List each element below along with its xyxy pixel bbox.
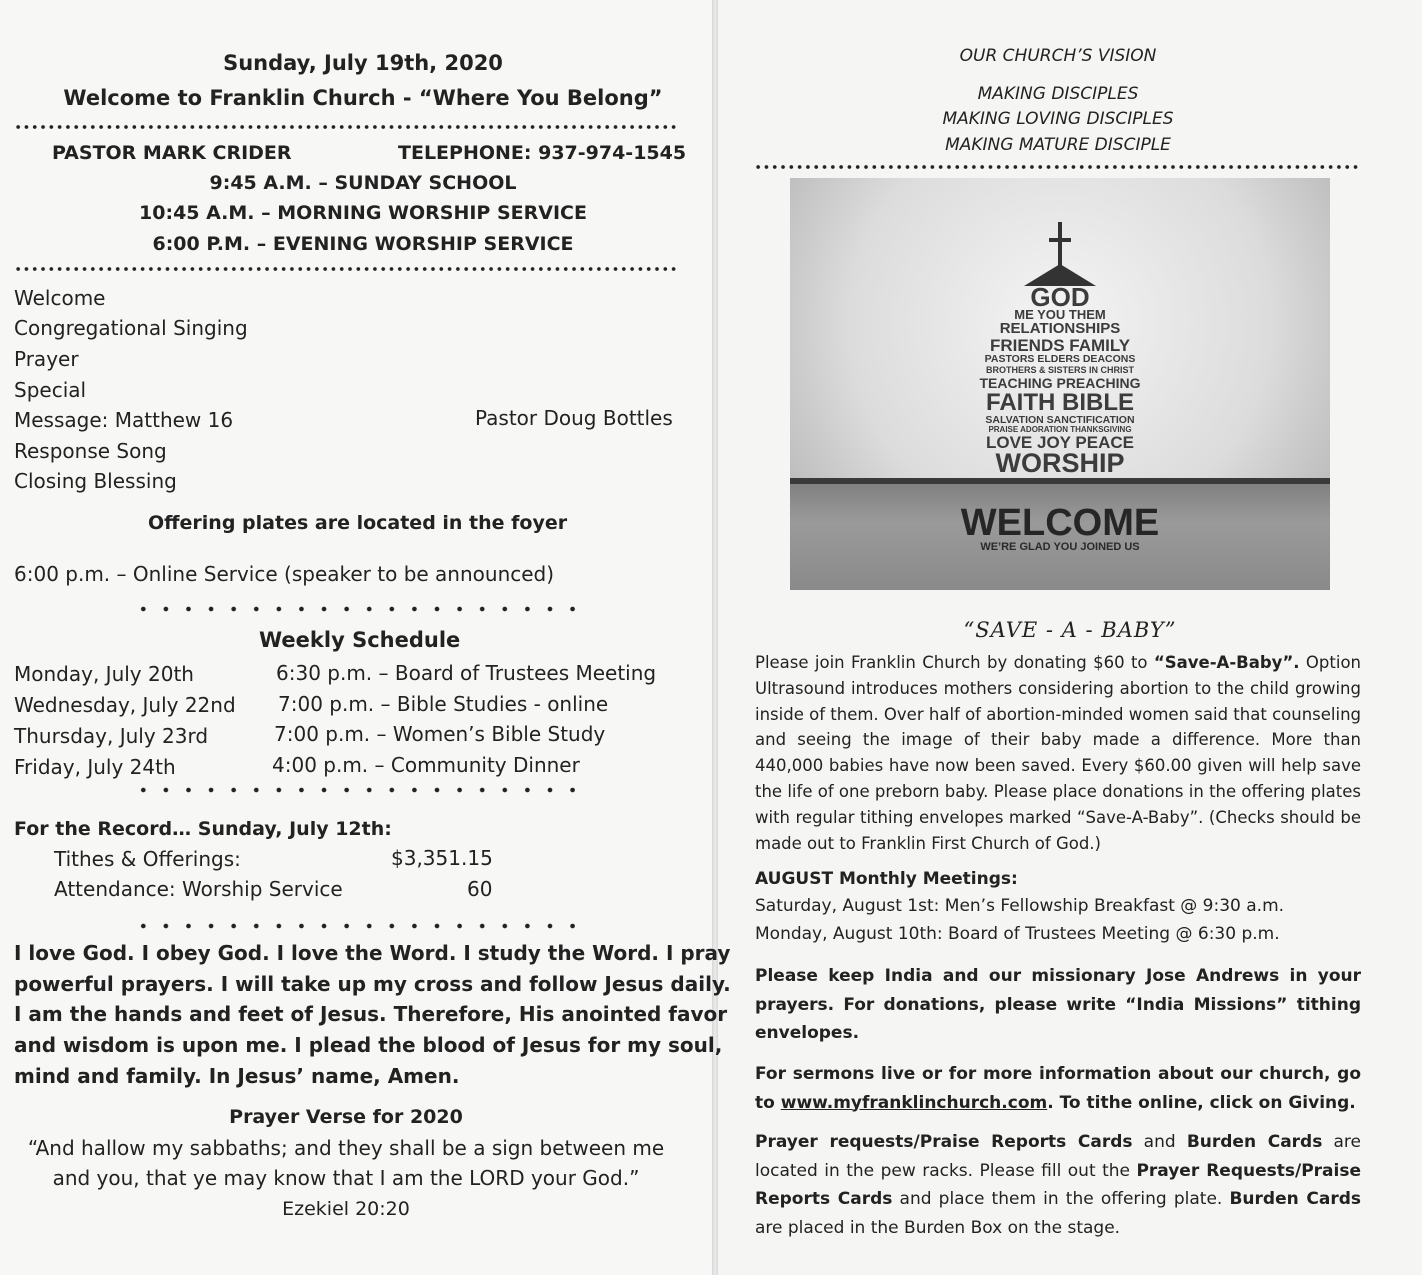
attendance-label: Attendance: Worship Service bbox=[54, 877, 343, 901]
dotted-divider bbox=[132, 786, 592, 794]
word-cloud-line: PASTORS ELDERS DEACONS bbox=[984, 353, 1136, 365]
vision-line: MAKING DISCIPLES bbox=[977, 84, 1139, 104]
word-cloud-line: TEACHING PREACHING bbox=[979, 375, 1141, 391]
order-item: Message: Matthew 16 bbox=[14, 408, 234, 432]
service-time: 6:00 P.M. – EVENING WORSHIP SERVICE bbox=[152, 233, 574, 255]
order-item: Welcome bbox=[14, 286, 106, 310]
word-cloud-line: PRAISE ADORATION THANKSGIVING bbox=[988, 425, 1132, 434]
word-cloud-line: BROTHERS & SISTERS IN CHRIST bbox=[985, 365, 1134, 375]
service-time: 9:45 A.M. – SUNDAY SCHOOL bbox=[209, 172, 517, 194]
welcome-tagline: WE’RE GLAD YOU JOINED US bbox=[980, 541, 1140, 553]
word-cloud-line: RELATIONSHIPS bbox=[999, 320, 1121, 337]
sermons-note: For sermons live or for more information about our church, go to www.myfranklinchurch.com. To tithe online, click on Giving. bbox=[755, 1064, 1361, 1113]
order-item: Congregational Singing bbox=[14, 316, 248, 340]
schedule-day: Thursday, July 23rd bbox=[14, 724, 209, 748]
word-cloud-line: LOVE JOY PEACE bbox=[985, 433, 1134, 452]
prayer-verse-title: Prayer Verse for 2020 bbox=[229, 1106, 463, 1128]
message-speaker: Pastor Doug Bottles bbox=[475, 406, 673, 430]
online-service: 6:00 p.m. – Online Service (speaker to be announced) bbox=[14, 562, 555, 586]
word-cloud-line: WORSHIP bbox=[995, 448, 1125, 478]
church-website-link[interactable]: www.myfranklinchurch.com bbox=[780, 1092, 1048, 1113]
declaration-line: mind and family. In Jesus’ name, Amen. bbox=[14, 1064, 460, 1088]
dotted-divider bbox=[132, 922, 592, 930]
cards-note: Prayer requests/Praise Reports Cards and Burden Cards are located in the pew racks. Please fill out the Prayer Requests/Praise Reports Cards and place them in the offering plate. Burden Cards are placed in the Burden Box on the stage. bbox=[755, 1132, 1361, 1238]
schedule-event: 7:00 p.m. – Bible Studies - online bbox=[278, 692, 609, 716]
welcome-word: WELCOME bbox=[960, 502, 1160, 544]
word-cloud-line: GOD bbox=[1030, 282, 1090, 312]
declaration-line: powerful prayers. I will take up my cross and follow Jesus daily. bbox=[14, 972, 731, 996]
offering-note: Offering plates are located in the foyer bbox=[148, 512, 568, 534]
tithes-label: Tithes & Offerings: bbox=[54, 847, 241, 871]
church-telephone: TELEPHONE: 937-974-1545 bbox=[398, 142, 687, 164]
prayer-verse-reference: Ezekiel 20:20 bbox=[282, 1198, 410, 1220]
welcome-word-cloud-image bbox=[790, 178, 1330, 590]
vision-title: OUR CHURCH’S VISION bbox=[959, 46, 1157, 66]
save-a-baby-body: Please join Franklin Church by donating $60 to “Save-A-Baby”. Option Ultrasound introduces mothers considering abortion to the child growing inside of them. Over half of abortion-minded women said that counseling and seeing the image of their baby made a difference. More than 440,000 babies have now been saved. Every $60.00 given will help save the life of one preborn baby. Please place donations in the offering plates with regular tithing envelopes marked “Save-A-Baby”. (Checks should be made out to Franklin First Church of God.) bbox=[755, 653, 1362, 853]
order-item: Prayer bbox=[14, 347, 79, 371]
vision-line: MAKING LOVING DISCIPLES bbox=[942, 109, 1174, 129]
declaration-line: and wisdom is upon me. I plead the blood of Jesus for my soul, bbox=[14, 1033, 723, 1057]
prayer-verse-line: “And hallow my sabbaths; and they shall be a sign between me bbox=[27, 1136, 665, 1160]
word-cloud-line: FRIENDS FAMILY bbox=[989, 336, 1131, 355]
service-time: 10:45 A.M. – MORNING WORSHIP SERVICE bbox=[139, 202, 587, 224]
vision-line: MAKING MATURE DISCIPLE bbox=[945, 135, 1171, 155]
order-item: Special bbox=[14, 378, 87, 402]
order-item: Response Song bbox=[14, 439, 167, 463]
schedule-day: Friday, July 24th bbox=[14, 755, 176, 779]
cross-icon bbox=[1058, 222, 1062, 266]
august-meeting-item: Saturday, August 1st: Men’s Fellowship Breakfast @ 9:30 a.m. bbox=[755, 896, 1285, 916]
schedule-event: 6:30 p.m. – Board of Trustees Meeting bbox=[276, 661, 657, 685]
august-meetings-title: AUGUST Monthly Meetings: bbox=[755, 869, 1018, 889]
dotted-divider bbox=[14, 266, 676, 272]
dotted-divider bbox=[754, 164, 1360, 170]
declaration-line: I am the hands and feet of Jesus. Therefore, His anointed favor bbox=[14, 1002, 728, 1026]
prayer-verse-line: and you, that ye may know that I am the LORD your God.” bbox=[52, 1166, 640, 1190]
word-cloud-line: SALVATION SANCTIFICATION bbox=[985, 414, 1135, 426]
schedule-day: Wednesday, July 22nd bbox=[14, 693, 236, 717]
weekly-schedule-title: Weekly Schedule bbox=[259, 628, 461, 652]
india-missions-note: Please keep India and our missionary Jose Andrews in your prayers. For donations, please write “India Missions” tithing envelopes. bbox=[755, 966, 1361, 1043]
word-cloud-line: ME YOU THEM bbox=[1014, 307, 1106, 322]
dotted-divider bbox=[14, 124, 676, 130]
welcome-heading: Welcome to Franklin Church - “Where You Belong” bbox=[63, 86, 663, 110]
schedule-day: Monday, July 20th bbox=[14, 662, 194, 686]
bulletin-date: Sunday, July 19th, 2020 bbox=[223, 51, 503, 75]
schedule-event: 4:00 p.m. – Community Dinner bbox=[272, 753, 580, 777]
august-meeting-item: Monday, August 10th: Board of Trustees Meeting @ 6:30 p.m. bbox=[755, 924, 1280, 944]
pastor-name: PASTOR MARK CRIDER bbox=[52, 142, 292, 164]
schedule-event: 7:00 p.m. – Women’s Bible Study bbox=[274, 722, 606, 746]
tithes-value: $3,351.15 bbox=[391, 846, 493, 870]
declaration-line: I love God. I obey God. I love the Word. I study the Word. I pray bbox=[14, 941, 731, 965]
record-title: For the Record… Sunday, July 12th: bbox=[14, 818, 392, 840]
order-item: Closing Blessing bbox=[14, 469, 177, 493]
dotted-divider bbox=[132, 605, 592, 613]
word-cloud-line: FAITH BIBLE bbox=[986, 389, 1134, 416]
attendance-value: 60 bbox=[467, 877, 493, 901]
save-a-baby-title: “SAVE - A - BABY” bbox=[963, 618, 1177, 642]
